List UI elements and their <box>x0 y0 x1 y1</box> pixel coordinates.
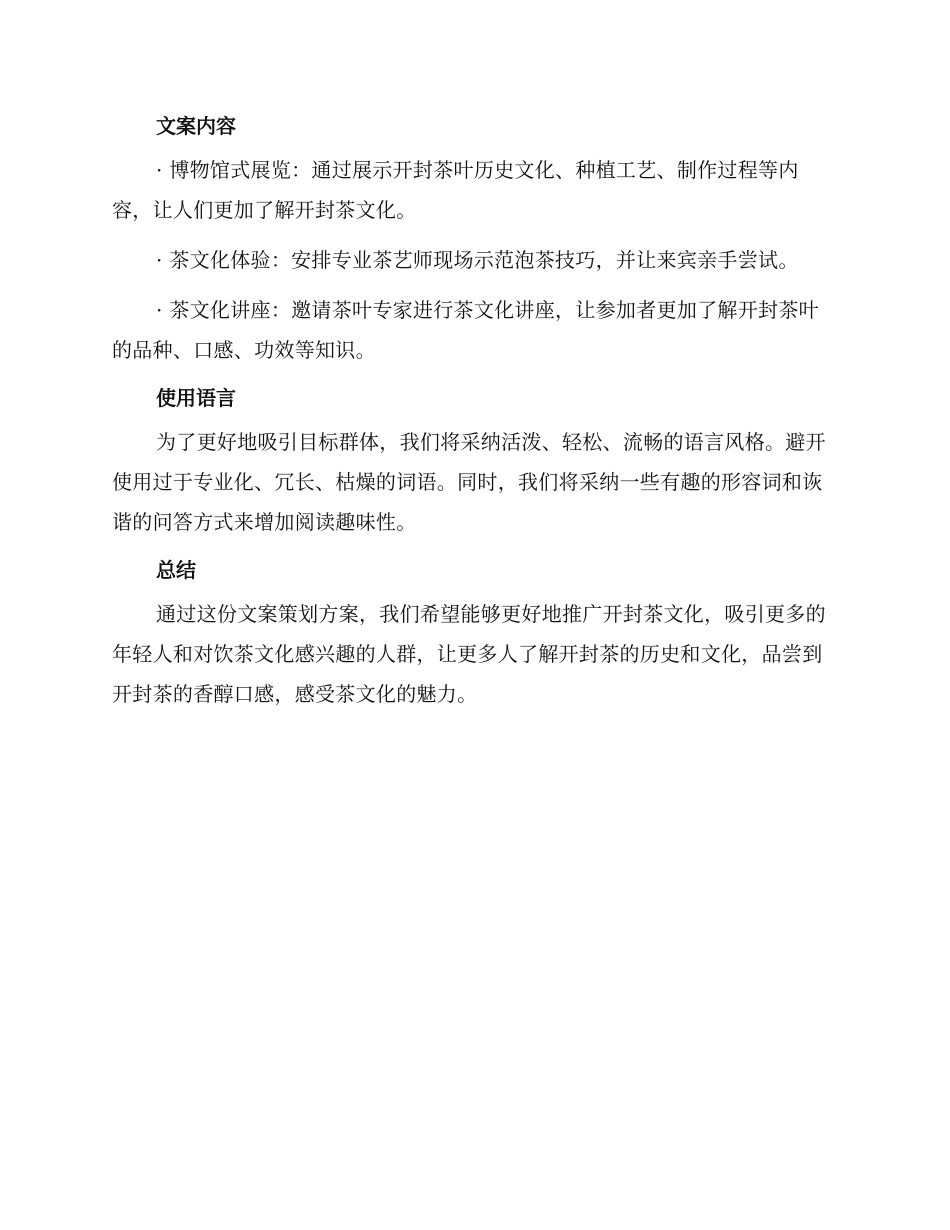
document-page <box>112 108 832 724</box>
bullet-tea-lecture: · 茶文化讲座：邀请茶叶专家进行茶文化讲座，让参加者更加了解开封茶叶的品种、口感、功效等知识。 <box>112 298 819 362</box>
section-summary <box>112 552 832 714</box>
bullet-museum-exhibit: · 博物馆式展览：通过展示开封茶叶历史文化、种植工艺、制作过程等内容，让人们更加了解开封茶文化。 <box>112 158 799 222</box>
paragraph-language-style: 为了更好地吸引目标群体，我们将采纳活泼、轻松、流畅的语言风格。避开使用过于专业化、冗长、枯燥的词语。同时，我们将采纳一些有趣的形容词和诙谐的问答方式来增加阅读趣味性。 <box>112 430 826 534</box>
paragraph-summary: 通过这份文案策划方案，我们希望能够更好地推广开封茶文化，吸引更多的年轻人和对饮茶文化感兴趣的人群，让更多人了解开封茶的历史和文化，品尝到开封茶的香醇口感，感受茶文化的魅力。 <box>112 602 826 706</box>
section-language <box>112 380 832 542</box>
section-heading-content: 文案内容 <box>156 114 236 138</box>
section-heading-language: 使用语言 <box>156 386 236 410</box>
section-content <box>112 108 832 370</box>
bullet-tea-experience: · 茶文化体验：安排专业茶艺师现场示范泡茶技巧，并让来宾亲手尝试。 <box>156 248 799 272</box>
section-heading-summary: 总结 <box>156 558 196 582</box>
